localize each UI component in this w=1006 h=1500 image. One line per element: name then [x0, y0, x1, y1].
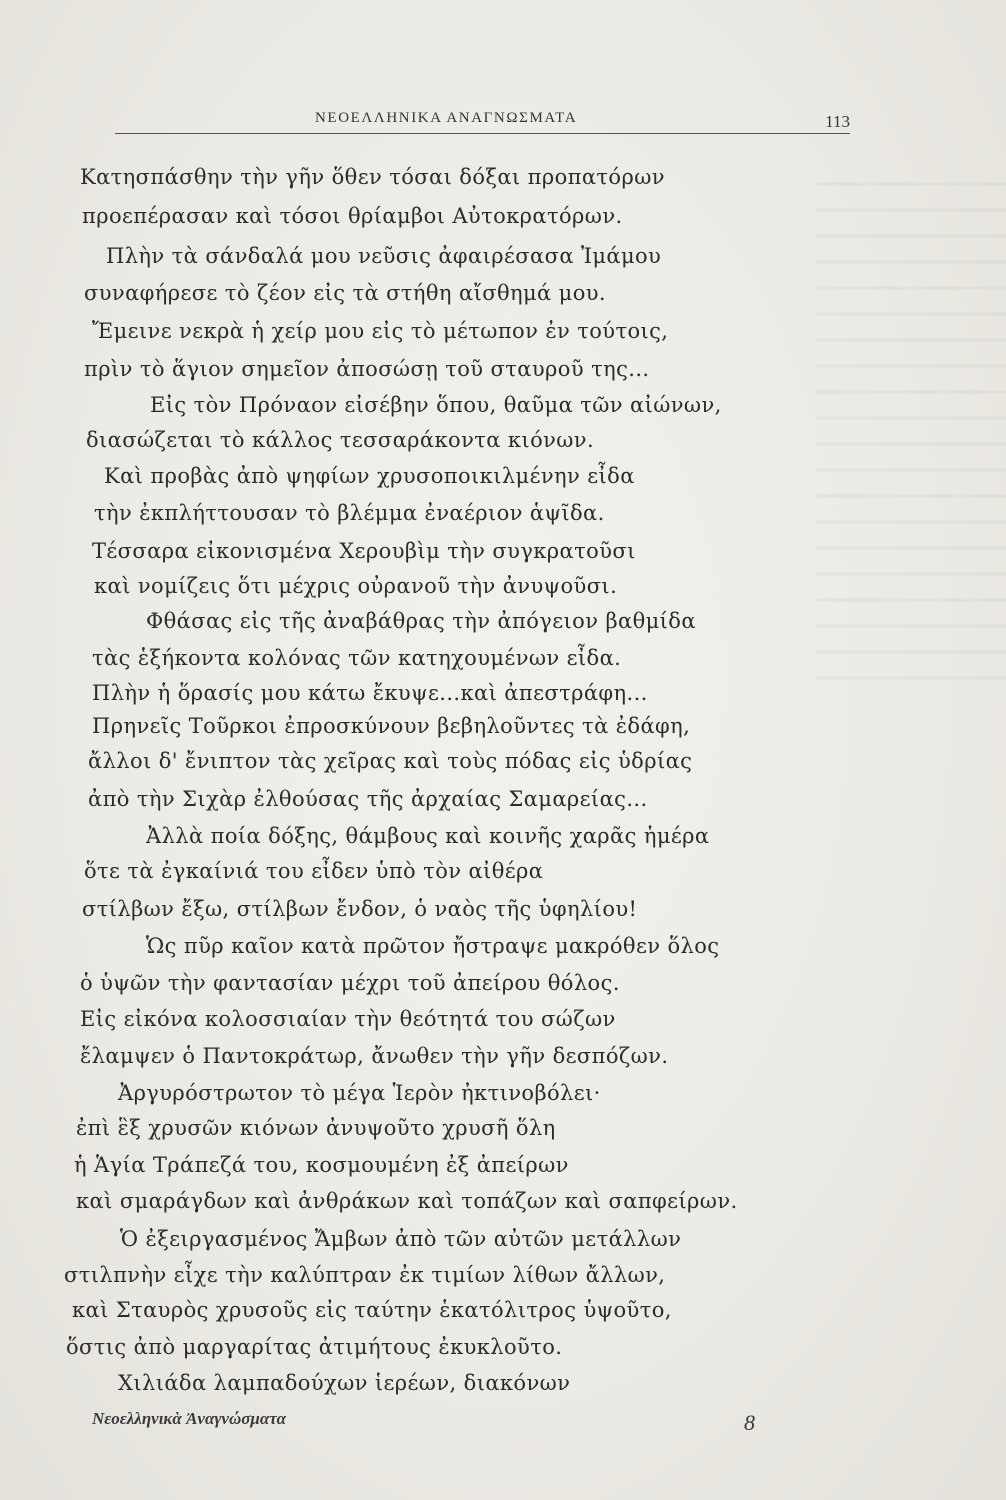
verse-line: καὶ σμαράγδων καὶ ἀνθράκων καὶ τοπάζων καὶ σαπφείρων.	[76, 1189, 738, 1213]
verse-line: Ἀργυρόστρωτον τὸ μέγα Ἱερὸν ἠκτινοβόλει·	[118, 1081, 601, 1105]
verse-line: Φθάσας εἰς τῆς ἀναβάθρας τὴν ἀπόγειον βαθμίδα	[146, 609, 696, 633]
verse-line: συναφήρεσε τὸ ζέον εἰς τὰ στήθη αἴσθημά μου.	[84, 281, 606, 305]
verse-line: καὶ νομίζεις ὅτι μέχρις οὐρανοῦ τὴν ἀνυψοῦσι.	[94, 574, 618, 598]
verse-line: ἐπὶ ἓξ χρυσῶν κιόνων ἀνυψοῦτο χρυσῆ ὅλη	[76, 1116, 556, 1140]
verse-line: τὰς ἑξήκοντα κολόνας τῶν κατηχουμένων εἶδα.	[92, 646, 622, 670]
verse-line: καὶ Σταυρὸς χρυσοῦς εἰς ταύτην ἑκατόλιτρος ὑψοῦτο,	[72, 1298, 672, 1322]
verse-line: ἀπὸ τὴν Σιχὰρ ἐλθούσας τῆς ἀρχαίας Σαμαρείας...	[88, 787, 648, 811]
verse-line: στιλπνὴν εἶχε τὴν καλύπτραν ἐκ τιμίων λίθων ἄλλων,	[64, 1263, 666, 1287]
verse-line: ἔλαμψεν ὁ Παντοκράτωρ, ἄνωθεν τὴν γῆν δεσπόζων.	[80, 1044, 669, 1068]
verse-line: Πλὴν ἡ ὅρασίς μου κάτω ἔκυψε...καὶ ἀπεστράφη...	[92, 681, 648, 705]
verse-line: Ὁ ἐξειργασμένος Ἄμβων ἀπὸ τῶν αὐτῶν μετάλλων	[120, 1227, 682, 1251]
verse-line: τὴν ἐκπλήττουσαν τὸ βλέμμα ἐναέριον ἁψῖδα.	[94, 501, 605, 525]
verse-line: Πρηνεῖς Τοῦρκοι ἐπροσκύνουν βεβηλοῦντες τὰ ἐδάφη,	[92, 714, 691, 738]
verse-line: Ἀλλὰ ποία δόξης, θάμβους καὶ κοινῆς χαρᾶς ἡμέρα	[146, 824, 710, 848]
verse-line: Χιλιάδα λαμπαδούχων ἱερέων, διακόνων	[118, 1371, 571, 1395]
page-number: 113	[825, 112, 850, 131]
verse-line: πρὶν τὸ ἅγιον σημεῖον ἀποσώσῃ τοῦ σταυροῦ της...	[84, 357, 650, 381]
verse-line: Ὡς πῦρ καῖον κατὰ πρῶτον ἤστραψε μακρόθεν ὅλος	[146, 934, 720, 958]
verse-line: ἡ Ἁγία Τράπεζά του, κοσμουμένη ἐξ ἀπείρων	[74, 1153, 569, 1177]
footer-book-title: Νεοελληνικὰ Ἀναγνώσματα	[92, 1409, 287, 1428]
verse-line: προεπέρασαν καὶ τόσοι θρίαμβοι Αὐτοκρατόρων.	[82, 204, 623, 228]
verse-line: Κατησπάσθην τὴν γῆν ὅθεν τόσαι δόξαι προπατόρων	[80, 165, 665, 189]
verse-line: Πλὴν τὰ σάνδαλά μου νεῦσις ἀφαιρέσασα Ἰμάμου	[106, 244, 662, 268]
verse-line: ἄλλοι δ' ἔνιπτον τὰς χεῖρας καὶ τοὺς πόδας εἰς ὑδρίας	[88, 749, 693, 773]
verse-line: Εἰς εἰκόνα κολοσσιαίαν τὴν θεότητά του σώζων	[80, 1007, 616, 1031]
verse-line: διασώζεται τὸ κάλλος τεσσαράκοντα κιόνων.	[86, 428, 595, 452]
verse-line: ὅστις ἀπὸ μαργαρίτας ἀτιμήτους ἐκυκλοῦτο.	[66, 1335, 563, 1359]
footer-signature-mark: 8	[744, 1410, 755, 1435]
verse-line: Τέσσαρα εἰκονισμένα Χερουβὶμ τὴν συγκρατοῦσι	[92, 539, 636, 563]
verse-line: στίλβων ἔξω, στίλβων ἔνδον, ὁ ναὸς τῆς ὑφηλίου!	[82, 897, 638, 921]
verse-line: Καὶ προβὰς ἀπὸ ψηφίων χρυσοποικιλμένην εἶδα	[104, 464, 635, 488]
verse-line: Ἔμεινε νεκρὰ ἡ χείρ μου εἰς τὸ μέτωπον ἐν τούτοις,	[92, 319, 669, 343]
header-title: ΝΕΟΕΛΛΗΝΙΚΑ ΑΝΑΓΝΩΣΜΑΤΑ	[315, 110, 578, 126]
verse-line: Εἰς τὸν Πρόναον εἰσέβην ὅπου, θαῦμα τῶν αἰώνων,	[150, 393, 722, 417]
verse-line: ὁ ὑψῶν τὴν φαντασίαν μέχρι τοῦ ἀπείρου θόλος.	[80, 971, 620, 995]
verse-line: ὅτε τὰ ἐγκαίνιά του εἶδεν ὑπὸ τὸν αἰθέρα	[84, 859, 544, 883]
